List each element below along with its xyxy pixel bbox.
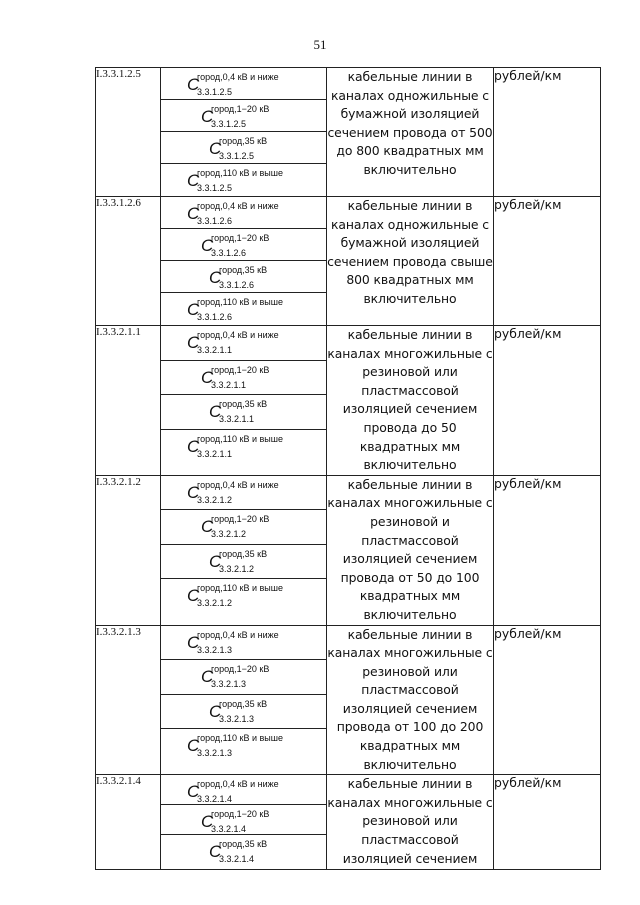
formula-symbol: C	[201, 107, 214, 126]
row-code: I.3.3.2.1.3	[96, 625, 161, 775]
formula-subscript: 3.3.2.1.3	[219, 713, 255, 724]
formula-superscript: город,1−20 кВ	[211, 808, 270, 819]
formula-symbol: C	[209, 841, 222, 861]
page-number: 51	[313, 37, 327, 52]
formula-cell	[161, 361, 326, 396]
formula-subscript: 3.3.2.1.2	[197, 494, 233, 505]
formula-subscript: 3.3.2.1.1	[219, 414, 255, 424]
formula-symbol: C	[209, 551, 222, 571]
formula-cell	[161, 545, 326, 580]
formula-symbol: C	[201, 236, 214, 255]
formula-subscript: 3.3.1.2.5	[197, 183, 233, 193]
row-code: I.3.3.2.1.4	[96, 775, 161, 870]
formula-subscript: 3.3.2.1.3	[197, 748, 233, 758]
formula-subscript: 3.3.1.2.6	[197, 216, 233, 226]
formula-symbol: C	[187, 632, 200, 652]
formula-column	[161, 197, 327, 326]
formula-cell	[161, 729, 326, 764]
tariff-table	[95, 67, 601, 870]
formula-superscript: город,35 кВ	[219, 265, 268, 275]
formula-superscript: город,0,4 кВ и ниже	[197, 72, 279, 82]
formula-symbol: C	[201, 367, 214, 387]
formula-superscript: город,1−20 кВ	[211, 514, 270, 525]
formula-subscript: 3.3.2.1.4	[211, 823, 247, 834]
formula-subscript: 3.3.2.1.1	[197, 345, 233, 355]
row-code: I.3.3.2.1.1	[96, 326, 161, 476]
formula-subscript: 3.3.2.1.1	[211, 379, 247, 390]
formula-cell	[161, 626, 326, 661]
formula-superscript: город,110 кВ и выше	[197, 433, 283, 444]
formula-cell	[161, 164, 326, 196]
row-code: I.3.3.2.1.2	[96, 475, 161, 625]
table-row	[96, 775, 601, 870]
formula-cell	[161, 476, 326, 511]
formula-superscript: город,110 кВ и выше	[197, 168, 283, 178]
row-description: кабельные линии в каналах многожильные с резиновой или пластмассовой изоляцией сечением провода до 50 квадратных мм включительно	[327, 326, 494, 476]
formula-symbol: C	[187, 482, 200, 502]
formula-symbol: C	[209, 701, 222, 721]
formula-subscript: 3.3.2.1.3	[197, 644, 233, 655]
table-row	[96, 197, 601, 326]
formula-cell	[161, 775, 326, 805]
formula-superscript: город,0,4 кВ и ниже	[197, 629, 279, 640]
formula-symbol: C	[187, 300, 200, 319]
row-description: кабельные линии в каналах многожильные с резиновой и пластмассовой изоляцией сечением провода от 50 до 100 квадратных мм включительно	[327, 475, 494, 625]
table-row	[96, 475, 601, 625]
formula-cell	[161, 326, 326, 361]
formula-subscript: 3.3.2.1.2	[219, 563, 255, 574]
formula-superscript: город,35 кВ	[219, 698, 268, 709]
formula-symbol: C	[187, 75, 200, 94]
formula-column	[161, 326, 327, 476]
formula-symbol: C	[187, 736, 200, 755]
formula-subscript: 3.3.1.2.6	[219, 280, 255, 290]
formula-subscript: 3.3.1.2.6	[197, 312, 233, 322]
table-body	[96, 68, 601, 870]
row-unit: рублей/км	[494, 68, 601, 197]
table-row	[96, 625, 601, 775]
formula-subscript: 3.3.2.1.2	[211, 529, 247, 540]
formula-subscript: 3.3.2.1.3	[211, 679, 247, 689]
formula-cell	[161, 197, 326, 229]
row-description: кабельные линии в каналах одножильные с бумажной изоляцией сечением провода свыше 800 квадратных мм включительно	[327, 197, 494, 326]
table-row	[96, 326, 601, 476]
row-description: кабельные линии в каналах одножильные с бумажной изоляцией сечением провода от 500 до 800 квадратных мм включительно	[327, 68, 494, 197]
formula-superscript: город,0,4 кВ и ниже	[197, 201, 279, 211]
formula-superscript: город,110 кВ и выше	[197, 733, 283, 743]
formula-superscript: город,35 кВ	[219, 399, 268, 409]
formula-subscript: 3.3.1.2.6	[211, 248, 247, 258]
formula-cell	[161, 579, 326, 614]
formula-cell	[161, 510, 326, 545]
formula-superscript: город,0,4 кВ и ниже	[197, 330, 279, 340]
formula-symbol: C	[187, 782, 200, 802]
formula-subscript: 3.3.2.1.1	[197, 448, 233, 459]
formula-cell	[161, 660, 326, 695]
formula-column	[161, 775, 327, 870]
formula-subscript: 3.3.1.2.5	[197, 87, 233, 97]
formula-cell	[161, 805, 326, 835]
formula-symbol: C	[187, 171, 200, 190]
formula-symbol: C	[201, 667, 214, 686]
formula-symbol: C	[201, 517, 214, 537]
formula-subscript: 3.3.2.1.2	[197, 598, 233, 609]
formula-column	[161, 68, 327, 197]
formula-symbol: C	[187, 436, 200, 456]
formula-superscript: город,1−20 кВ	[211, 104, 270, 114]
formula-cell	[161, 835, 326, 865]
row-description: кабельные линии в каналах многожильные с резиновой или пластмассовой изоляцией сечением провода от 100 до 200 квадратных мм включительно	[327, 625, 494, 775]
formula-column	[161, 625, 327, 775]
formula-cell	[161, 430, 326, 465]
formula-cell	[161, 695, 326, 730]
formula-superscript: город,0,4 кВ и ниже	[197, 479, 279, 490]
formula-cell	[161, 100, 326, 132]
row-unit: рублей/км	[494, 775, 601, 870]
formula-symbol: C	[201, 811, 214, 831]
formula-superscript: город,35 кВ	[219, 136, 268, 146]
formula-cell	[161, 132, 326, 164]
formula-cell	[161, 229, 326, 261]
row-code: I.3.3.1.2.6	[96, 197, 161, 326]
row-code: I.3.3.1.2.5	[96, 68, 161, 197]
row-unit: рублей/км	[494, 326, 601, 476]
formula-subscript: 3.3.2.1.4	[219, 853, 255, 864]
formula-symbol: C	[209, 402, 222, 421]
formula-symbol: C	[187, 333, 200, 352]
formula-column	[161, 475, 327, 625]
formula-superscript: город,110 кВ и выше	[197, 297, 283, 307]
formula-subscript: 3.3.1.2.5	[219, 151, 255, 161]
formula-superscript: город,110 кВ и выше	[197, 583, 283, 594]
formula-cell	[161, 293, 326, 325]
row-unit: рублей/км	[494, 197, 601, 326]
formula-superscript: город,35 кВ	[219, 838, 268, 849]
formula-cell	[161, 395, 326, 430]
formula-superscript: город,0,4 кВ и ниже	[197, 779, 279, 790]
formula-cell	[161, 68, 326, 100]
table-row	[96, 68, 601, 197]
formula-symbol: C	[187, 204, 200, 223]
row-description: кабельные линии в каналах многожильные с резиновой или пластмассовой изоляцией сечением	[327, 775, 494, 870]
formula-superscript: город,1−20 кВ	[211, 233, 270, 243]
formula-subscript: 3.3.2.1.4	[197, 794, 233, 805]
formula-cell	[161, 261, 326, 293]
formula-superscript: город,1−20 кВ	[211, 364, 270, 375]
formula-superscript: город,1−20 кВ	[211, 664, 270, 674]
formula-symbol: C	[187, 586, 200, 606]
row-unit: рублей/км	[494, 625, 601, 775]
row-unit: рублей/км	[494, 475, 601, 625]
formula-superscript: город,35 кВ	[219, 548, 268, 559]
formula-symbol: C	[209, 139, 222, 158]
formula-subscript: 3.3.1.2.5	[211, 119, 247, 129]
formula-symbol: C	[209, 268, 222, 287]
